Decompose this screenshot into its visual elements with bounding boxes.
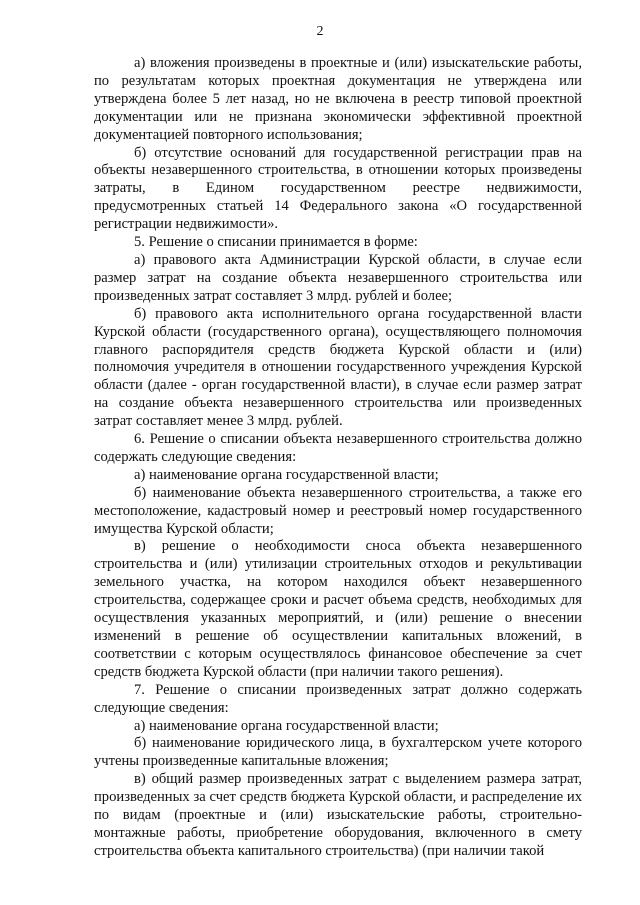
paragraph-5a: а) правового акта Администрации Курской области, в случае если размер затрат на создание объекта незавершенного строительства или произведенных затрат составляет 3 млрд. рублей и более; [94,251,582,304]
paragraph-4a: а) вложения произведены в проектные и (или) изыскательские работы, по результатам которых проектная документация не утверждена или утверждена более 5 лет назад, но не включена в реестр типовой проектной документации или не признана экономически эффективной проектной документацией повторного использования; [94,55,582,143]
paragraph-6c: в) решение о необходимости сноса объекта незавершенного строительства и (или) утилизации строительных отходов и рекультивации земельного участка, на котором находился объект незавершенного строительства, содержащее сроки и расчет объема средств, необходимых для осуществления указанных мероприятий, и (или) решение о внесении изменений в решение об осуществлении капитальных вложений, в соответствии с которым осуществлялось финансовое обеспечение за счет средств бюджета Курской области (при наличии такого решения). [94,538,582,680]
paragraph-7b: б) наименование юридического лица, в бухгалтерском учете которого учтены произведенные капитальные вложения; [94,735,582,770]
paragraph-6a: а) наименование органа государственной власти; [134,466,439,483]
section-7-heading: 7. Решение о списании произведенных затрат должно содержать следующие сведения: [94,681,582,716]
paragraph-4b: б) отсутствие оснований для государственной регистрации прав на объекты незавершенного строительства, в отношении которых произведены затраты, в Едином государственном реестре недвижимости, предусмотренных статьей 14 Федерального закона «О государственной регистрации недвижимости». [94,144,582,233]
paragraph-7a: а) наименование органа государственной власти; [134,717,439,734]
section-6-heading: 6. Решение о списании объекта незавершенного строительства должно содержать следующие сведения: [94,431,582,465]
paragraph-5b: б) правового акта исполнительного органа государственной власти Курской области (государственного органа), осуществляющего полномочия главного распорядителя средств бюджета Курской области и (или) полномочия учредителя в отношении государственного учреждения Курской области (далее - орган государственной власти), в случае если размер затрат на создание объекта незавершенного строительства или произведенных затрат составляет менее 3 млрд. рублей. [94,305,582,430]
paragraph-7c: в) общий размер произведенных затрат с выделением размера затрат, произведенных за счет средств бюджета Курской области, и распределение их по видам (проектные и (или) изыскательские работы, строительно-монтажные работы, приобретение оборудования, включенного в смету строительства объекта капитального строительства) (при наличии такой [94,771,582,859]
paragraph-6b: б) наименование объекта незавершенного строительства, а также его местоположение, кадастровый номер и реестровый номер государственного имущества Курской области; [94,484,582,537]
document-body [94,55,582,861]
section-5-heading: 5. Решение о списании принимается в форме: [134,234,418,251]
page-number: 2 [316,24,324,39]
